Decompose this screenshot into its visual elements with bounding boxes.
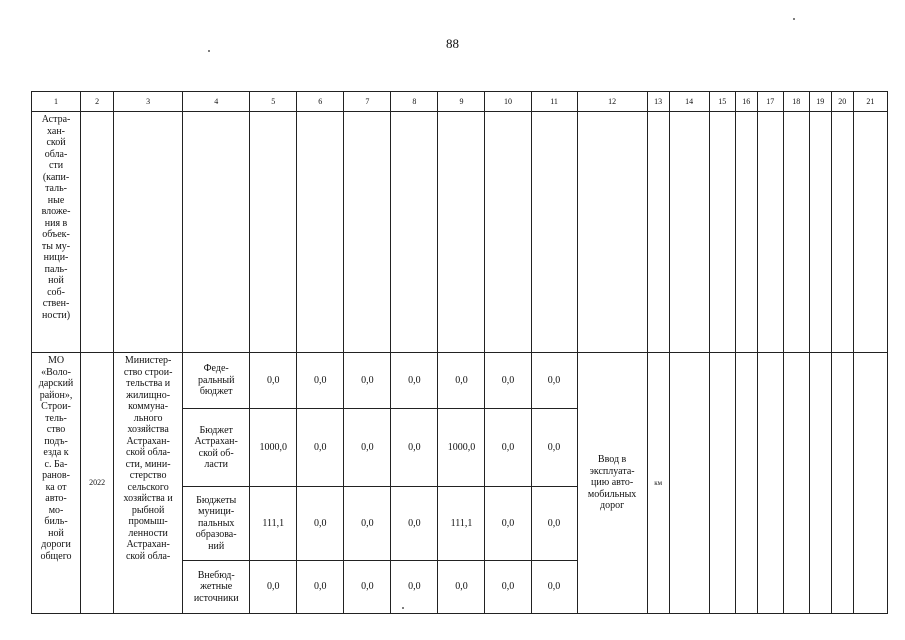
column-header: 16 [735,92,757,112]
amount-cell: 0,0 [297,409,344,487]
amount-cell: 0,0 [391,409,438,487]
amount-cell: 0,0 [344,487,391,561]
amount-cell: 0,0 [250,353,297,409]
amount-cell: 0,0 [438,353,485,409]
amount-cell: 0,0 [531,487,577,561]
empty-cell [783,112,809,353]
column-header: 5 [250,92,297,112]
empty-cell [831,353,853,614]
amount-cell: 0,0 [297,487,344,561]
column-header: 6 [297,92,344,112]
amount-cell: 0,0 [391,353,438,409]
unit-cell [647,353,669,614]
column-header: 7 [344,92,391,112]
empty-cell [757,112,783,353]
empty-cell [783,353,809,614]
column-header: 12 [577,92,647,112]
program-table [31,91,888,614]
funding-source-cell [183,409,250,487]
column-header: 8 [391,92,438,112]
funding-source-cell [183,561,250,614]
column-header: 2 [81,92,114,112]
empty-cell [250,112,297,353]
amount-cell: 1000,0 [438,409,485,487]
column-header: 3 [114,92,183,112]
empty-cell [709,353,735,614]
empty-cell [735,112,757,353]
column-header: 15 [709,92,735,112]
funding-source-cell [183,353,250,409]
empty-cell [81,112,114,353]
empty-cell [669,112,709,353]
empty-cell [831,112,853,353]
amount-cell: 0,0 [485,487,531,561]
page-number: 88 [446,36,459,51]
funding-source-label: Бюджеты муници- пальных образова- ний [195,494,237,552]
amount-cell: 0,0 [531,353,577,409]
year-text: 2022 [89,478,106,488]
amount-cell: 0,0 [344,353,391,409]
column-header: 9 [438,92,485,112]
amount-cell: 0,0 [250,561,297,614]
amount-cell: 0,0 [531,409,577,487]
funding-source-cell [183,487,250,561]
empty-cell [114,112,183,353]
column-header: 18 [783,92,809,112]
funding-source-label: Бюджет Астрахан- ской об- ласти [194,424,238,470]
region-name-text: Астра- хан- ской обла- сти (капи- таль- ные вложе- ния в объек- ты му- ници- паль- ной соб- ствен- ности) [41,114,71,321]
year-cell [81,353,114,614]
empty-cell [647,112,669,353]
column-header: 17 [757,92,783,112]
project-name-text: МО «Воло- дарский район», Строи- тель- ство подъ- езда к с. Ба- ранов- ка от авто- мо- биль- ной дороги общего [38,355,74,562]
empty-cell [297,112,344,353]
empty-cell [757,353,783,614]
empty-cell [709,112,735,353]
column-number-row [32,92,888,112]
column-header: 11 [531,92,577,112]
scan-speck [402,607,404,609]
amount-cell: 0,0 [485,353,531,409]
empty-cell [531,112,577,353]
table-row [32,353,888,409]
amount-cell: 0,0 [391,487,438,561]
executor-text: Министер- ство строи- тельства и жилищно- коммуна- льного хозяйства Астрахан- ской обла- сти, мини- стерство сельского хозяйства и рыбной промыш- ленности Астрахан- ской обла- [123,355,173,562]
funding-source-label: Феде- ральный бюджет [197,363,235,398]
unit-text: км [654,478,663,487]
column-header: 14 [669,92,709,112]
column-header: 1 [32,92,81,112]
empty-cell [669,353,709,614]
funding-source-label: Внебюд- жетные источники [193,569,239,604]
empty-cell [577,112,647,353]
empty-cell [809,353,831,614]
amount-cell: 111,1 [250,487,297,561]
empty-cell [853,112,887,353]
empty-cell [344,112,391,353]
empty-cell [183,112,250,353]
table-row [32,112,888,353]
column-header: 19 [809,92,831,112]
amount-cell: 0,0 [391,561,438,614]
empty-cell [809,112,831,353]
region-name-cell [32,112,81,353]
empty-cell [391,112,438,353]
amount-cell: 0,0 [344,561,391,614]
empty-cell [735,353,757,614]
scan-speck [793,18,795,20]
column-header: 21 [853,92,887,112]
scan-speck [208,50,210,52]
result-cell [577,353,647,614]
project-name-cell [32,353,81,614]
column-header: 13 [647,92,669,112]
amount-cell: 0,0 [297,561,344,614]
amount-cell: 1000,0 [250,409,297,487]
amount-cell: 0,0 [297,353,344,409]
amount-cell: 0,0 [485,561,531,614]
amount-cell: 0,0 [531,561,577,614]
amount-cell: 111,1 [438,487,485,561]
empty-cell [485,112,531,353]
amount-cell: 0,0 [485,409,531,487]
result-text: Ввод в эксплуата- цию авто- мобильных дорог [587,454,637,512]
empty-cell [438,112,485,353]
amount-cell: 0,0 [438,561,485,614]
executor-cell [114,353,183,614]
column-header: 4 [183,92,250,112]
column-header: 20 [831,92,853,112]
amount-cell: 0,0 [344,409,391,487]
column-header: 10 [485,92,531,112]
empty-cell [853,353,887,614]
